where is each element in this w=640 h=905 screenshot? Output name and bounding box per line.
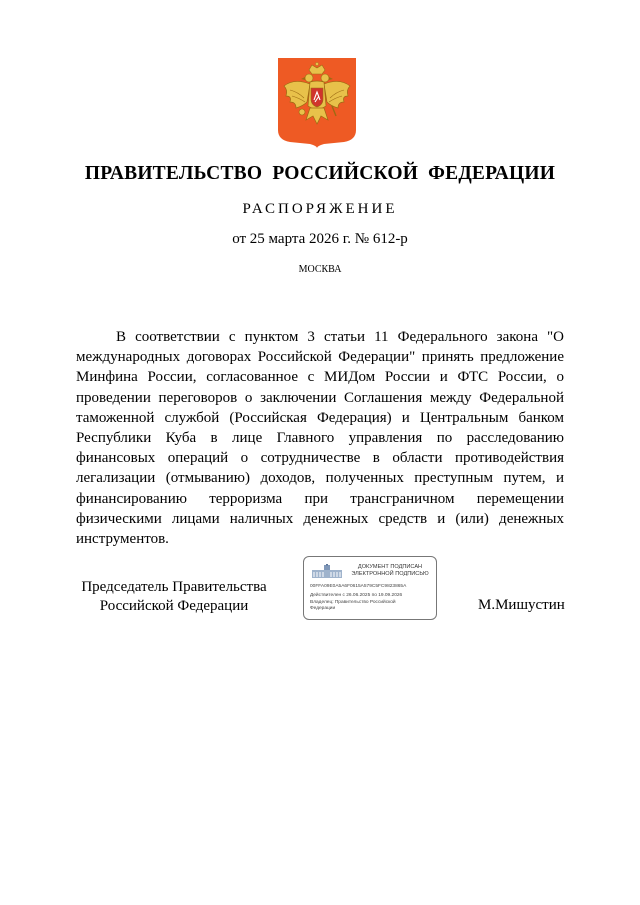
stamp-title-line1: ДОКУМЕНТ ПОДПИСАН [357, 564, 423, 570]
stamp-owner-line2: Федерации [310, 606, 336, 611]
order-body-text: В соответствии с пунктом 3 статьи 11 Федерального закона "О международных договорах Российской Федерации" принять предложение Минфина России, согласованное с МИДом России и ФТС России, о проведении переговоров о заключении Соглашения между Федеральной таможенной службой (Российская Федерация) и Центральным банком Республики Куба в лице Главного управления по расследованию финансовых операций о сотрудничестве в области противодействия легализации (отмыванию) доходов, полученных преступным путем, и финансированию терроризма при трансграничном перемещении физическими лицами наличных денежных средств и (или) денежных инструментов. [76, 329, 564, 548]
document-city: МОСКВА [298, 264, 342, 275]
signer-position-line2: Российской Федерации [99, 598, 249, 614]
government-building-icon [310, 564, 344, 579]
stamp-owner-line1: Владелец: Правительство Российской [310, 600, 396, 605]
stamp-validity: Действителен с 26.06.2025 по 19.09.2026 [310, 593, 403, 598]
coat-of-arms-icon [276, 56, 358, 148]
stamp-title [346, 564, 434, 578]
signer-position-line1: Председатель Правительства [81, 579, 267, 595]
government-title: ПРАВИТЕЛЬСТВО РОССИЙСКОЙ ФЕДЕРАЦИИ [84, 163, 556, 184]
signer-name: М.Мишустин [478, 597, 565, 613]
signer-position [76, 578, 272, 616]
document-type: РАСПОРЯЖЕНИЕ [242, 201, 398, 217]
electronic-signature-stamp [303, 556, 437, 620]
stamp-title-line2: ЭЛЕКТРОННОЙ ПОДПИСЬЮ [351, 571, 429, 577]
stamp-certificate: 00FFA09E0A5A6F0615A579C5FC9823865A [310, 584, 407, 589]
document-date-number: от 25 марта 2026 г. № 612-р [232, 231, 408, 247]
